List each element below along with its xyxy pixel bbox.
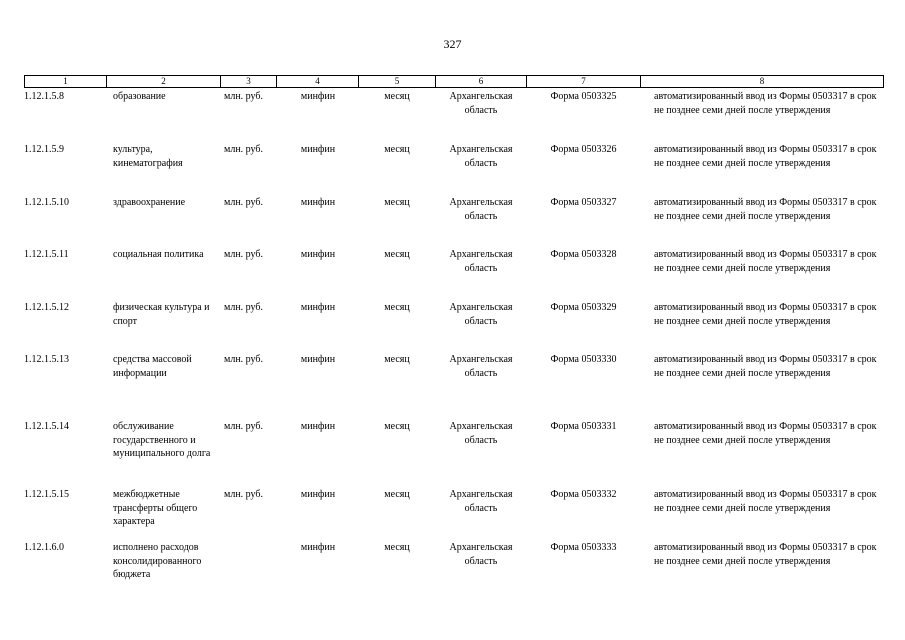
row-code: 1.12.1.6.0 (24, 542, 64, 553)
header-col-4: 4 (277, 76, 359, 87)
row-method: автоматизированный ввод из Формы 0503317 в срок не позднее семи дней после утверждения (654, 489, 877, 514)
row-unit: млн. руб. (224, 249, 263, 260)
row-method: автоматизированный ввод из Формы 0503317 в срок не позднее семи дней после утверждения (654, 249, 877, 274)
row-method: автоматизированный ввод из Формы 0503317 в срок не позднее семи дней после утверждения (654, 354, 877, 379)
row-name: физическая культура и спорт (113, 302, 210, 327)
row-code: 1.12.1.5.11 (24, 249, 69, 260)
row-period: месяц (384, 302, 410, 313)
row-period: месяц (384, 354, 410, 365)
page-number: 327 (443, 37, 462, 51)
row-period: месяц (384, 197, 410, 208)
row-region: Архангельская область (449, 489, 513, 514)
row-code: 1.12.1.5.9 (24, 144, 64, 155)
row-source: минфин (300, 421, 336, 432)
row-name: исполнено расходов консолидированного бюджета (113, 542, 202, 580)
header-col-3: 3 (221, 76, 277, 87)
row-region: Архангельская область (449, 421, 513, 446)
row-name: средства массовой информации (113, 354, 192, 379)
row-form: Форма 0503325 (550, 91, 617, 102)
row-code: 1.12.1.5.12 (24, 302, 69, 313)
row-name: здравоохранение (113, 197, 186, 208)
row-method: автоматизированный ввод из Формы 0503317 в срок не позднее семи дней после утверждения (654, 542, 877, 567)
row-unit: млн. руб. (224, 91, 263, 102)
row-method: автоматизированный ввод из Формы 0503317 в срок не позднее семи дней после утверждения (654, 144, 877, 169)
header-col-7: 7 (527, 76, 641, 87)
row-name: культура, кинематография (113, 144, 183, 169)
row-unit: млн. руб. (224, 197, 263, 208)
row-period: месяц (384, 144, 410, 155)
row-period: месяц (384, 542, 410, 553)
row-region: Архангельская область (449, 542, 513, 567)
row-source: минфин (300, 197, 336, 208)
row-region: Архангельская область (449, 249, 513, 274)
header-col-6: 6 (436, 76, 527, 87)
row-unit: млн. руб. (224, 144, 263, 155)
row-source: минфин (300, 144, 336, 155)
row-code: 1.12.1.5.10 (24, 197, 69, 208)
row-form: Форма 0503332 (550, 489, 617, 500)
row-period: месяц (384, 91, 410, 102)
header-col-5: 5 (359, 76, 436, 87)
row-form: Форма 0503329 (550, 302, 617, 313)
row-form: Форма 0503330 (550, 354, 617, 365)
row-unit: млн. руб. (224, 421, 263, 432)
row-region: Архангельская область (449, 302, 513, 327)
header-col-1: 1 (25, 76, 107, 87)
row-region: Архангельская область (449, 91, 513, 116)
row-region: Архангельская область (449, 354, 513, 379)
row-name: межбюджетные трансферты общего характера (113, 489, 198, 527)
row-name: образование (113, 91, 166, 102)
row-source: минфин (300, 249, 336, 260)
row-form: Форма 0503327 (550, 197, 617, 208)
row-form: Форма 0503331 (550, 421, 617, 432)
row-unit: млн. руб. (224, 354, 263, 365)
row-code: 1.12.1.5.13 (24, 354, 69, 365)
row-source: минфин (300, 542, 336, 553)
row-form: Форма 0503328 (550, 249, 617, 260)
row-name: социальная политика (113, 249, 204, 260)
row-unit: млн. руб. (224, 489, 263, 500)
row-code: 1.12.1.5.8 (24, 91, 64, 102)
row-region: Архангельская область (449, 197, 513, 222)
row-method: автоматизированный ввод из Формы 0503317 в срок не позднее семи дней после утверждения (654, 421, 877, 446)
row-method: автоматизированный ввод из Формы 0503317 в срок не позднее семи дней после утверждения (654, 91, 877, 116)
row-source: минфин (300, 302, 336, 313)
row-name: обслуживание государственного и муниципального долга (113, 421, 211, 459)
row-method: автоматизированный ввод из Формы 0503317 в срок не позднее семи дней после утверждения (654, 197, 877, 222)
row-method: автоматизированный ввод из Формы 0503317 в срок не позднее семи дней после утверждения (654, 302, 877, 327)
row-source: минфин (300, 91, 336, 102)
row-code: 1.12.1.5.14 (24, 421, 69, 432)
row-period: месяц (384, 421, 410, 432)
row-code: 1.12.1.5.15 (24, 489, 69, 500)
header-col-2: 2 (107, 76, 221, 87)
row-period: месяц (384, 249, 410, 260)
row-period: месяц (384, 489, 410, 500)
row-region: Архангельская область (449, 144, 513, 169)
header-col-8: 8 (759, 76, 765, 86)
row-unit: млн. руб. (224, 302, 263, 313)
row-form: Форма 0503333 (550, 542, 617, 553)
row-source: минфин (300, 489, 336, 500)
row-form: Форма 0503326 (550, 144, 617, 155)
row-source: минфин (300, 354, 336, 365)
